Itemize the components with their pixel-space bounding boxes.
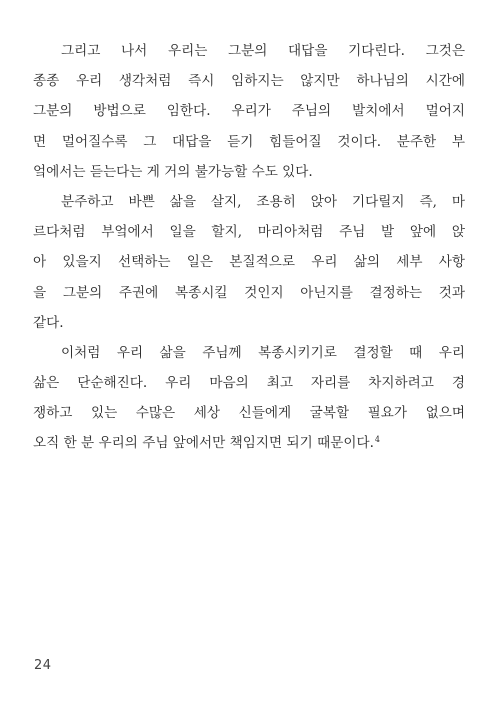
footnote-marker[interactable]: 4 [374, 434, 381, 444]
paragraph-1-line-1: 그리고 나서 우리는 그분의 대답을 기다린다. 그것은 [61, 43, 465, 59]
paragraph-1-line-3: 그분의 방법으로 임한다. 우리가 주님의 발치에서 멀어지 [33, 103, 465, 120]
paragraph-2-line-1: 분주하고 바쁜 삶을 살지, 조용히 앉아 기다릴지 즉, 마 [61, 193, 465, 210]
paragraph-2-line-3: 아 있을지 선택하는 일은 본질적으로 우리 삶의 세부 사항 [33, 254, 465, 271]
paragraph-3-line-4-text: 오직 한 분 우리의 주님 앞에서만 책임지면 되기 때문이다. [33, 435, 374, 452]
paragraph-1-line-2: 종종 우리 생각처럼 즉시 임하지는 않지만 하나님의 시간에 [33, 73, 465, 90]
page-number: 24 [34, 658, 52, 673]
paragraph-2-line-4: 을 그분의 주권에 복종시킬 것인지 아닌지를 결정하는 것과 [33, 284, 465, 301]
paragraph-3-line-2: 삶은 단순해진다. 우리 마음의 최고 자리를 차지하려고 경 [33, 375, 465, 392]
paragraph-3-line-4 [33, 428, 465, 458]
paragraph-2-line-2: 르다처럼 부엌에서 일을 할지, 마리아처럼 주님 발 앞에 앉 [33, 224, 465, 241]
paragraph-1-line-4: 면 멀어질수록 그 대답을 듣기 힘들어질 것이다. 분주한 부 [33, 133, 465, 150]
paragraph-1-line-5: 엌에서는 듣는다는 게 거의 불가능할 수도 있다. [33, 163, 313, 180]
paragraph-2-line-5: 같다. [33, 314, 64, 331]
paragraph-3-line-1: 이처럼 우리 삶을 주님께 복종시키기로 결정할 때 우리 [61, 344, 465, 361]
paragraph-3-line-3: 쟁하고 있는 수많은 세상 신들에게 굴복할 필요가 없으며 [33, 405, 465, 422]
body-text [33, 36, 465, 459]
